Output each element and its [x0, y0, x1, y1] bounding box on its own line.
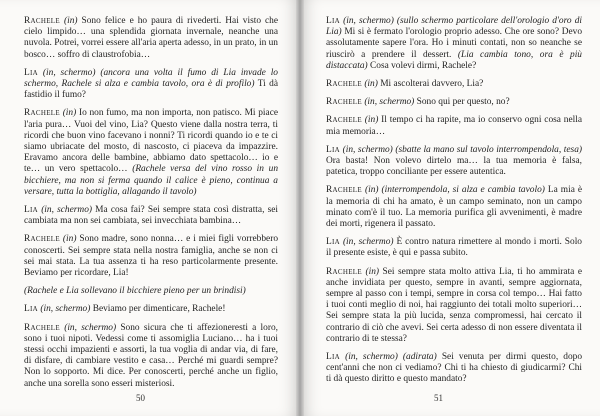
stage-direction: (Lia cambia tono, ora è più distaccata)	[326, 49, 582, 71]
speaker-name: Lia	[326, 144, 341, 155]
dialogue-text: Io non fumo, ma non importa, non patisco. Mi piace l'aria pura… Vuoi del vino, Lia? Questo viene dalla nostra terra, ti ricordi che buon vino facevano i nonni? Ti ricordi quando io e te ci siamo ubriacate del mosto, di nascosto, ci piaceva da impazzire. Eravamo ancora delle bambine, abbiamo dato spettacolo… io e te… un vero spettacolo…	[24, 108, 279, 175]
dialogue-paragraph	[24, 234, 278, 279]
dialogue-paragraph	[326, 185, 582, 230]
speaker-name: Rachele	[24, 322, 60, 333]
dialogue-paragraph	[24, 68, 278, 102]
dialogue-paragraph	[326, 16, 582, 72]
stage-direction: (in) (interrompendola, si alza e cambia tavolo)	[364, 185, 545, 196]
speaker-name: Lia	[24, 205, 39, 216]
dialogue-text: Sei venuta per dirmi questo, dopo cent'anni che non ci vediamo? Chi ti ha chiesto di giudicarmi? Chi ti dà questo diritto e questo mandato?	[326, 352, 583, 385]
dialogue-paragraph	[326, 79, 582, 90]
stage-direction: (Rachele e Lia sollevano il bicchiere pieno per un brindisi)	[24, 286, 246, 297]
dialogue-paragraph	[326, 97, 582, 108]
book-gutter	[296, 0, 304, 416]
dialogue-paragraph	[326, 352, 582, 386]
stage-direction: (in, schermo) (ancora una volta il fumo di Lia invade lo schermo, Rachele si alza e cambia tavolo, ora è di profilo)	[24, 67, 278, 90]
dialogue-paragraph	[326, 267, 582, 345]
stage-direction: (in)	[364, 79, 378, 90]
speaker-name: Rachele	[24, 234, 60, 245]
speaker-name: Lia	[24, 304, 39, 315]
left-page-text	[24, 16, 278, 397]
speaker-name: Rachele	[326, 266, 362, 277]
dialogue-text: È contro natura rimettere al mondo i morti. Solo il presente esiste, è qui e passa subito.	[326, 237, 582, 259]
speaker-name: Rachele	[326, 115, 362, 126]
stage-direction: (in)	[63, 16, 78, 26]
speaker-name: Lia	[326, 16, 341, 26]
speaker-name: Rachele	[326, 185, 362, 196]
dialogue-text: Sono madre, sono nonna… e i miei figli vorrebbero conoscerti. Sei sempre stata nella nostra famiglia, anche se non ci sei mai stata. La tua assenza ti ha reso particolarmente presente. Beviamo per ricordare, Lia!	[24, 234, 279, 279]
dialogue-text: Ti dà fastidio il fumo?	[24, 79, 278, 101]
dialogue-text: Il tempo ci ha rapite, ma io conservo ogni cosa nella mia memoria…	[326, 115, 583, 137]
dialogue-text: Cosa volevi dirmi, Rachele?	[370, 60, 477, 71]
right-page-text	[326, 16, 582, 393]
stage-direction: (in, schermo) (sullo schermo particolare dell'orologio d'oro di Lia)	[326, 16, 582, 38]
dialogue-text: Sei sempre stata molto attiva Lia, ti ho ammirata e anche invidiata per questo, sempre in avanti, sempre aggiornata, sempre al passo con i tempi, sempre in corsa col tempo… Hai fatto i tuoi conti meglio di noi, hai raggiunto dei totali molto superiori… Sei sempre stata la più lucida, senza compromessi, hai cercato il contrario di ciò che avevi. Sei certa adesso di non essere diventata il contrario di te stessa?	[326, 266, 583, 344]
stage-direction: (in, schermo)	[41, 205, 92, 216]
speaker-name: Rachele	[326, 79, 362, 90]
speaker-name: Lia	[24, 67, 39, 78]
stage-direction: (Rachele versa del vino rosso in un bicchiere, ma non si ferma quando il calice è pieno, continua a versare, tutta la bottiglia, allagando il tavolo)	[24, 164, 279, 197]
dialogue-paragraph	[24, 108, 278, 198]
stage-direction: (in)	[365, 266, 380, 277]
speaker-name: Lia	[326, 352, 341, 363]
speaker-name: Lia	[326, 237, 341, 248]
speaker-name: Rachele	[24, 16, 60, 26]
dialogue-paragraph	[24, 16, 278, 61]
dialogue-text: Beviamo per dimenticare, Rachele!	[92, 304, 226, 315]
stage-direction: (in)	[62, 234, 77, 245]
dialogue-paragraph	[24, 323, 278, 390]
dialogue-paragraph	[326, 237, 582, 259]
stage-direction: (in, schermo) (sbatte la mano sul tavolo interrompendola, tesa)	[342, 144, 583, 155]
stage-direction: (in, schermo) (adirata)	[345, 352, 437, 363]
dialogue-text: Sono felice e ho paura di rivederti. Hai visto che cielo limpido… una splendida giornata invernale, neanche una nuvola. Potrei, vorrei essere all'aria aperta adesso, in un prato, in un bosco… soffro di claustrofobia…	[24, 16, 279, 60]
right-page	[300, 0, 600, 416]
stage-direction: (in)	[364, 115, 379, 126]
speaker-name: Rachele	[24, 108, 60, 119]
dialogue-text: Mi si è fermato l'orologio proprio adesso. Che ore sono? Devo assolutamente sapere l'ora. Ho i minuti contati, non so neanche se riuscirò a prendere il dessert.	[326, 27, 583, 60]
speaker-name: Rachele	[326, 97, 362, 108]
right-page-number: 51	[434, 393, 443, 403]
dialogue-text: Sono qui per questo, no?	[416, 97, 510, 108]
dialogue-text: Ma cosa fai? Sei sempre stata così distratta, sei cambiata ma non sei cambiata, sei invecchiata bambina…	[24, 205, 278, 227]
dialogue-text: Ora basta! Non volevo dirtelo ma… la tua memoria è falsa, patetica, troppo conciliante per essere autentica.	[326, 156, 582, 178]
dialogue-paragraph	[326, 115, 582, 137]
dialogue-paragraph	[24, 205, 278, 227]
stage-direction: (in, schermo)	[364, 97, 415, 108]
left-page-number: 50	[136, 393, 145, 403]
stage-direction: (in, schermo)	[64, 322, 117, 333]
stage-direction: (in, schermo)	[342, 237, 394, 248]
dialogue-text: La mia è la memoria di chi ha amato, è un campo seminato, non un campo minato com'è il tuo. La memoria purifica gli avvenimenti, è madre dei morti, rigenera il passato.	[326, 185, 583, 230]
dialogue-text: Sono sicura che ti affezioneresti a loro, sono i tuoi nipoti. Vedessi come ti assomiglia Luciano… ha i tuoi stessi occhi impazienti e assorti, la tua voglia di andar via, di fare, di disfare, di cambiare vestito e casa… Perché mi guardi sempre? Non lo sopporto. Mi dice. Per conoscerti, perché anche un figlio, anche una sorella sono esseri misteriosi.	[24, 322, 279, 389]
stage-direction: (in)	[62, 108, 77, 119]
dialogue-paragraph	[24, 286, 278, 297]
stage-direction: (in, schermo)	[40, 304, 91, 315]
dialogue-paragraph	[326, 145, 582, 179]
dialogue-text: Mi ascolterai davvero, Lia?	[380, 79, 484, 90]
dialogue-paragraph	[24, 304, 278, 315]
